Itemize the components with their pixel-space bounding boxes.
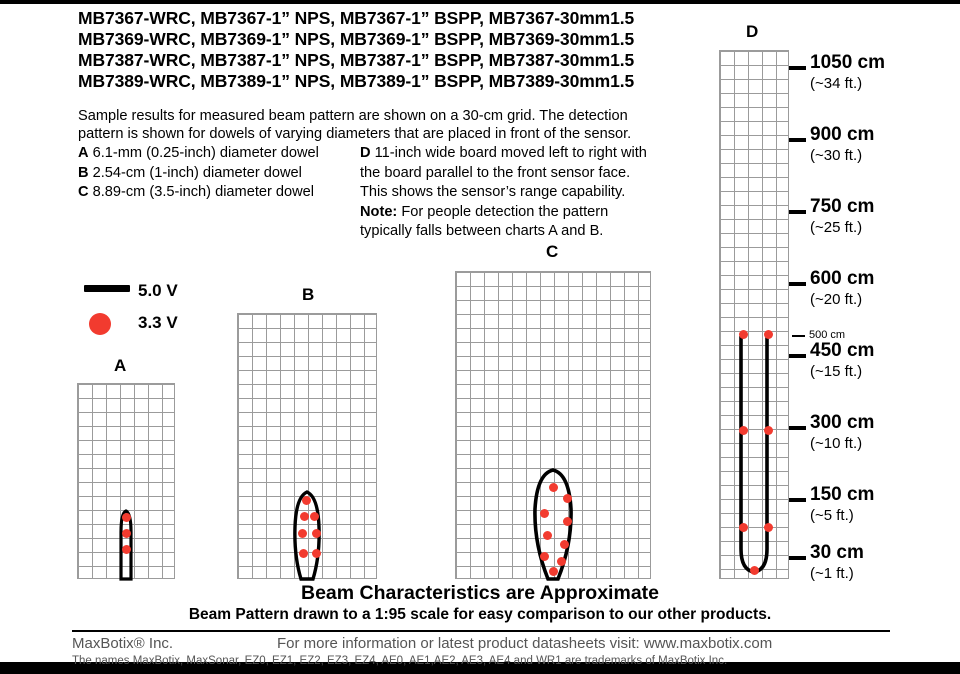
chart-b-dot — [299, 549, 308, 558]
scale-main-450: 450 cm — [810, 340, 875, 361]
chart-c-dot — [557, 557, 566, 566]
scale-main-750: 750 cm — [810, 196, 875, 217]
chart-c-dot — [563, 517, 572, 526]
chart-d-dot — [764, 426, 773, 435]
chart-c-dot — [540, 552, 549, 561]
legend-text-b: 2.54-cm (1-inch) diameter dowel — [92, 164, 302, 181]
scale-sub-600: (~20 ft.) — [810, 291, 863, 308]
product-title-line-2: MB7369-WRC, MB7369-1” NPS, MB7369-1” BSPP, MB7369-30mm1.5 — [78, 29, 635, 49]
legend-item-d — [360, 144, 720, 164]
scale-main-900: 900 cm — [810, 124, 875, 145]
chart-a-dot — [122, 545, 131, 554]
legend-key-d: D — [360, 145, 371, 161]
chart-b-dot — [312, 529, 321, 538]
chart-c-dot — [549, 567, 558, 576]
intro-paragraph — [78, 108, 703, 143]
legend-text-d-line-2: the board parallel to the front sensor face. — [360, 164, 631, 181]
legend-key-c: C — [78, 184, 89, 200]
product-title-line-1: MB7367-WRC, MB7367-1” NPS, MB7367-1” BSPP, MB7367-30mm1.5 — [78, 8, 635, 28]
product-title-line-3: MB7387-WRC, MB7387-1” NPS, MB7387-1” BSPP, MB7387-30mm1.5 — [78, 50, 635, 70]
chart-b-label: B — [302, 285, 315, 304]
chart-c-grid — [455, 271, 651, 579]
legend-3v3-label: 3.3 V — [138, 313, 178, 332]
scale-sub-150: (~5 ft.) — [810, 507, 854, 524]
chart-b-grid — [237, 313, 377, 579]
legend-note-line-2: typically falls between charts A and B. — [360, 223, 604, 239]
chart-d-dot — [750, 566, 759, 575]
legend-key-a: A — [78, 145, 89, 161]
scale-tick — [789, 210, 806, 214]
chart-c-label: C — [546, 242, 559, 261]
scale-main-600: 600 cm — [810, 268, 875, 289]
chart-d-grid — [719, 50, 789, 579]
legend-item-c — [78, 183, 360, 203]
legend-text-a: 6.1-mm (0.25-inch) diameter dowel — [92, 145, 319, 161]
scale-sub-300: (~10 ft.) — [810, 435, 863, 452]
footer-divider — [72, 630, 890, 632]
chart-d-dot — [739, 426, 748, 435]
chart-d-dot — [764, 523, 773, 532]
scale-main-30: 30 cm — [810, 542, 864, 563]
scale-main-150: 150 cm — [810, 484, 875, 505]
chart-a-dot — [122, 529, 131, 538]
scale-sub-1050: (~34 ft.) — [810, 75, 863, 92]
footer-row-1 — [72, 635, 890, 652]
chart-b-dot — [300, 512, 309, 521]
scale-sub-750: (~25 ft.) — [810, 219, 863, 236]
chart-d-dot — [739, 523, 748, 532]
legend-text-c: 8.89-cm (3.5-inch) diameter dowel — [92, 184, 315, 200]
scale-tick — [789, 426, 806, 430]
chart-b-dot — [312, 549, 321, 558]
chart-c-dot — [549, 483, 558, 492]
legend-item-a — [78, 144, 360, 164]
scale-small-500: 500 cm — [809, 329, 846, 341]
chart-c-dot — [560, 540, 569, 549]
legend-text-d-line-1: 11-inch wide board moved left to right with — [374, 145, 647, 161]
footer-trademarks: The names MaxBotix, MaxSonar, EZ0, EZ1, EZ2, EZ3, EZ4, AE0, AE1,AE2, AE3, AE4 and WR1 are trademarks of MaxBotix Inc. — [72, 655, 728, 667]
chart-b-dot — [298, 529, 307, 538]
scale-tick — [789, 556, 806, 560]
chart-a-label: A — [114, 356, 127, 375]
legend-item-b — [78, 164, 360, 184]
datasheet-sheet — [0, 4, 960, 667]
intro-line-2: pattern is shown for dowels of varying diameters that are placed in front of the sensor. — [78, 125, 632, 142]
caption-secondary: Beam Pattern drawn to a 1:95 scale for easy comparison to our other products. — [188, 606, 772, 623]
chart-b-dot — [310, 512, 319, 521]
legend-right-column — [360, 144, 720, 242]
scale-sub-450: (~15 ft.) — [810, 363, 863, 380]
chart-c-dot — [540, 509, 549, 518]
scale-main-1050: 1050 cm — [810, 52, 886, 73]
product-title-block — [78, 8, 748, 92]
scale-tick — [789, 282, 806, 286]
legend-note — [360, 203, 720, 223]
scale-sub-900: (~30 ft.) — [810, 147, 863, 164]
footer-info: For more information or latest product datasheets visit: www.maxbotix.com — [277, 635, 773, 652]
chart-c-dot — [543, 531, 552, 540]
scale-sub-30: (~1 ft.) — [810, 565, 854, 582]
legend-text-d-line-3: This shows the sensor’s range capability. — [360, 184, 626, 200]
legend-key-b: B — [78, 164, 89, 181]
product-title-line-4: MB7389-WRC, MB7389-1” NPS, MB7389-1” BSPP, MB7389-30mm1.5 — [78, 71, 635, 91]
chart-b-dot — [302, 496, 311, 505]
legend-5v-label: 5.0 V — [138, 281, 178, 300]
scale-tick — [789, 354, 806, 358]
legend-5v-swatch — [84, 285, 130, 292]
legend-note-text: For people detection the pattern — [401, 203, 609, 220]
intro-line-1: Sample results for measured beam pattern are shown on a 30-cm grid. The detection — [78, 108, 628, 124]
legend-3v3-swatch — [89, 313, 111, 335]
scale-tick — [789, 498, 806, 502]
scale-small-tick — [792, 335, 805, 337]
legend-left-column — [78, 144, 360, 203]
chart-d-dot — [764, 330, 773, 339]
chart-d-label: D — [746, 22, 759, 41]
legend-note-label: Note: — [360, 203, 398, 220]
chart-c-dot — [563, 494, 572, 503]
scale-tick — [789, 66, 806, 70]
scale-main-300: 300 cm — [810, 412, 875, 433]
scale-tick — [789, 138, 806, 142]
chart-d-dot — [739, 330, 748, 339]
caption-primary: Beam Characteristics are Approximate — [300, 582, 660, 604]
footer-company: MaxBotix® Inc. — [72, 635, 174, 652]
chart-a-dot — [122, 513, 131, 522]
